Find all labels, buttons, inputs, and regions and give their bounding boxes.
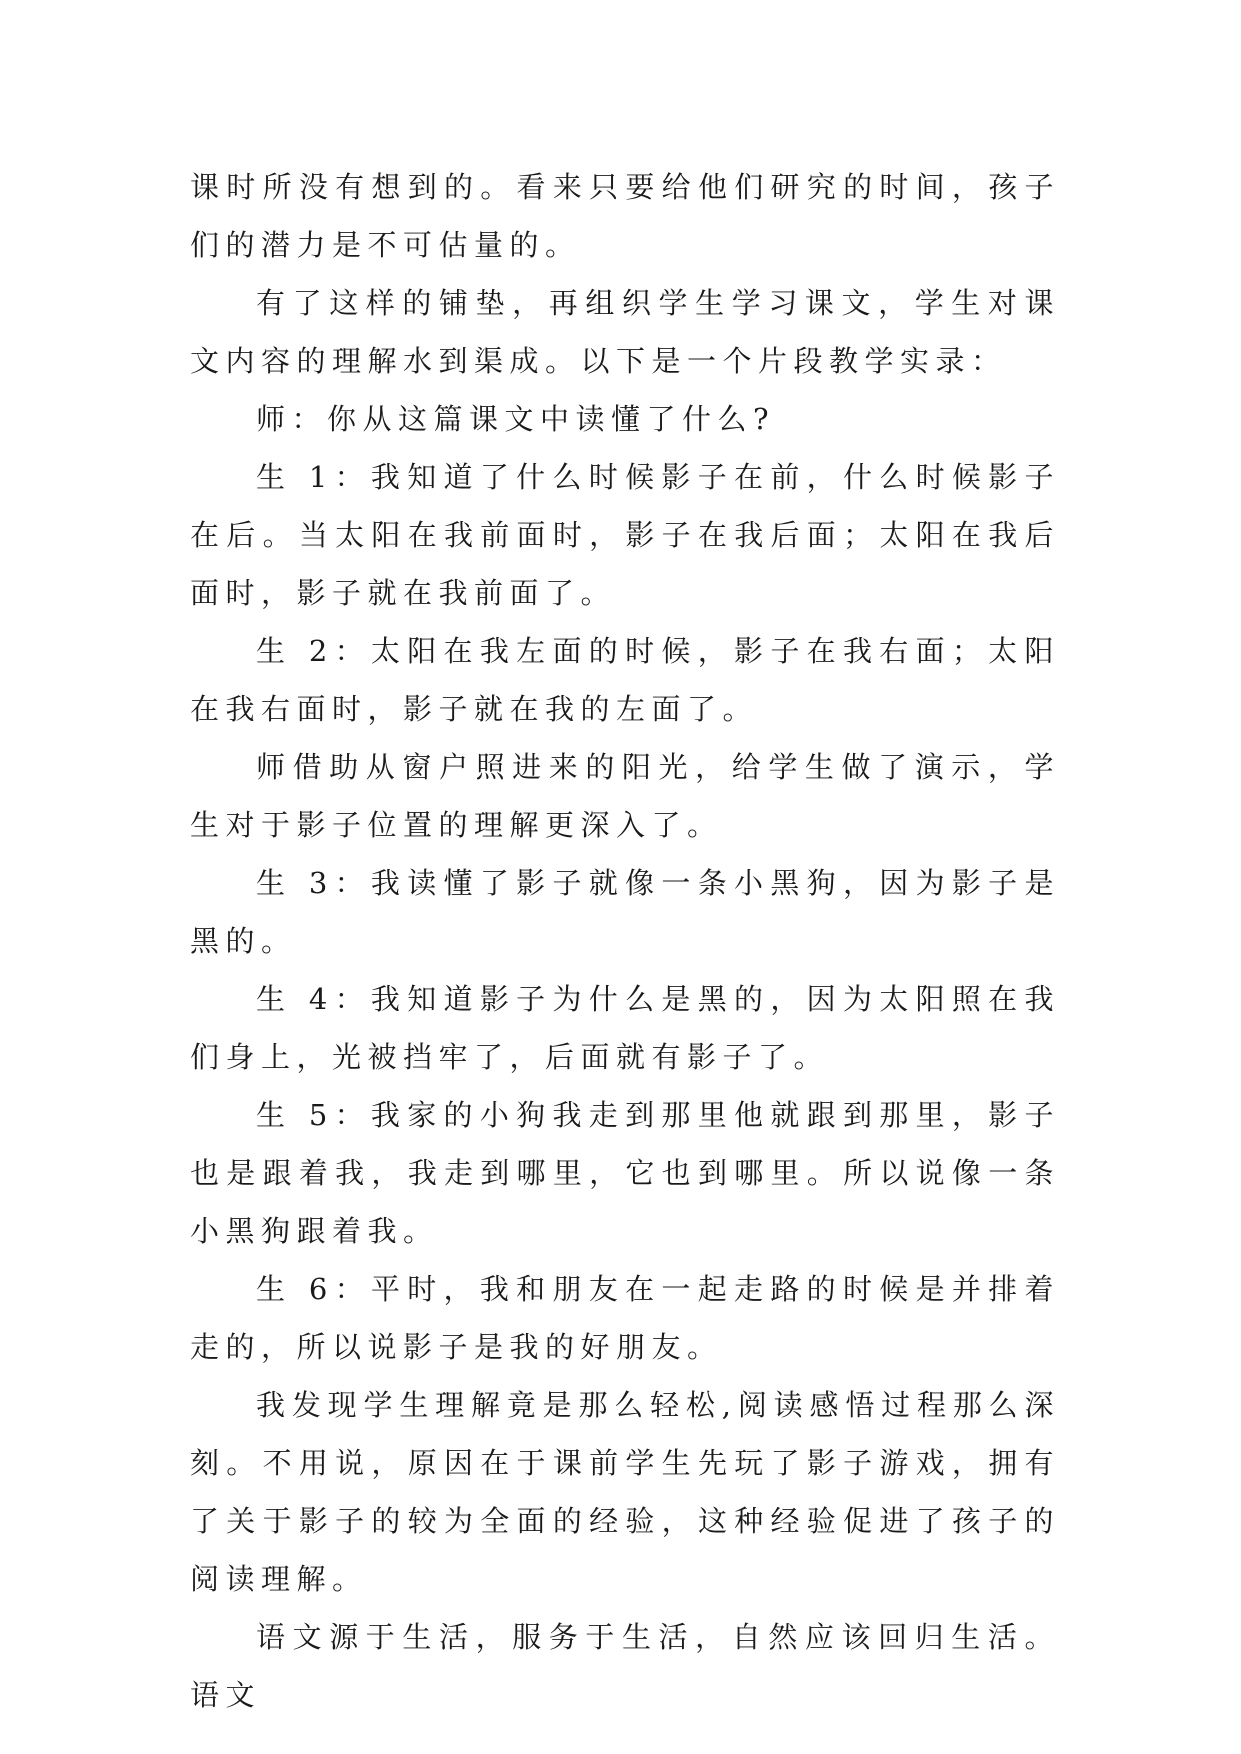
paragraph-6: 师借助从窗户照进来的阳光，给学生做了演示，学生对于影子位置的理解更深入了。 [190,750,1060,842]
paragraph-5: 生 2：太阳在我左面的时候，影子在我右面；太阳在我右面时，影子就在我的左面了。 [190,634,1060,726]
paragraph-10: 生 6：平时，我和朋友在一起走路的时候是并排着走的，所以说影子是我的好朋友。 [190,1272,1060,1364]
paragraph-7: 生 3：我读懂了影子就像一条小黑狗，因为影子是黑的。 [190,866,1060,958]
document-body [190,158,1060,1724]
paragraph-9: 生 5：我家的小狗我走到那里他就跟到那里，影子也是跟着我，我走到哪里，它也到哪里。所以说像一条小黑狗跟着我。 [190,1098,1060,1248]
paragraph-3: 师：你从这篇课文中读懂了什么? [256,402,776,436]
paragraph-12: 语文源于生活，服务于生活，自然应该回归生活。语文 [190,1620,1060,1712]
paragraph-8: 生 4：我知道影子为什么是黑的，因为太阳照在我们身上，光被挡牢了，后面就有影子了。 [190,982,1060,1074]
paragraph-1: 课时所没有想到的。看来只要给他们研究的时间，孩子们的潜力是不可估量的。 [190,170,1060,262]
paragraph-4: 生 1：我知道了什么时候影子在前，什么时候影子在后。当太阳在我前面时，影子在我后面；太阳在我后面时，影子就在我前面了。 [190,460,1060,610]
paragraph-11: 我发现学生理解竟是那么轻松,阅读感悟过程那么深刻。不用说，原因在于课前学生先玩了影子游戏，拥有了关于影子的较为全面的经验，这种经验促进了孩子的阅读理解。 [190,1388,1060,1596]
paragraph-2: 有了这样的铺垫，再组织学生学习课文，学生对课文内容的理解水到渠成。以下是一个片段教学实录： [190,286,1060,378]
